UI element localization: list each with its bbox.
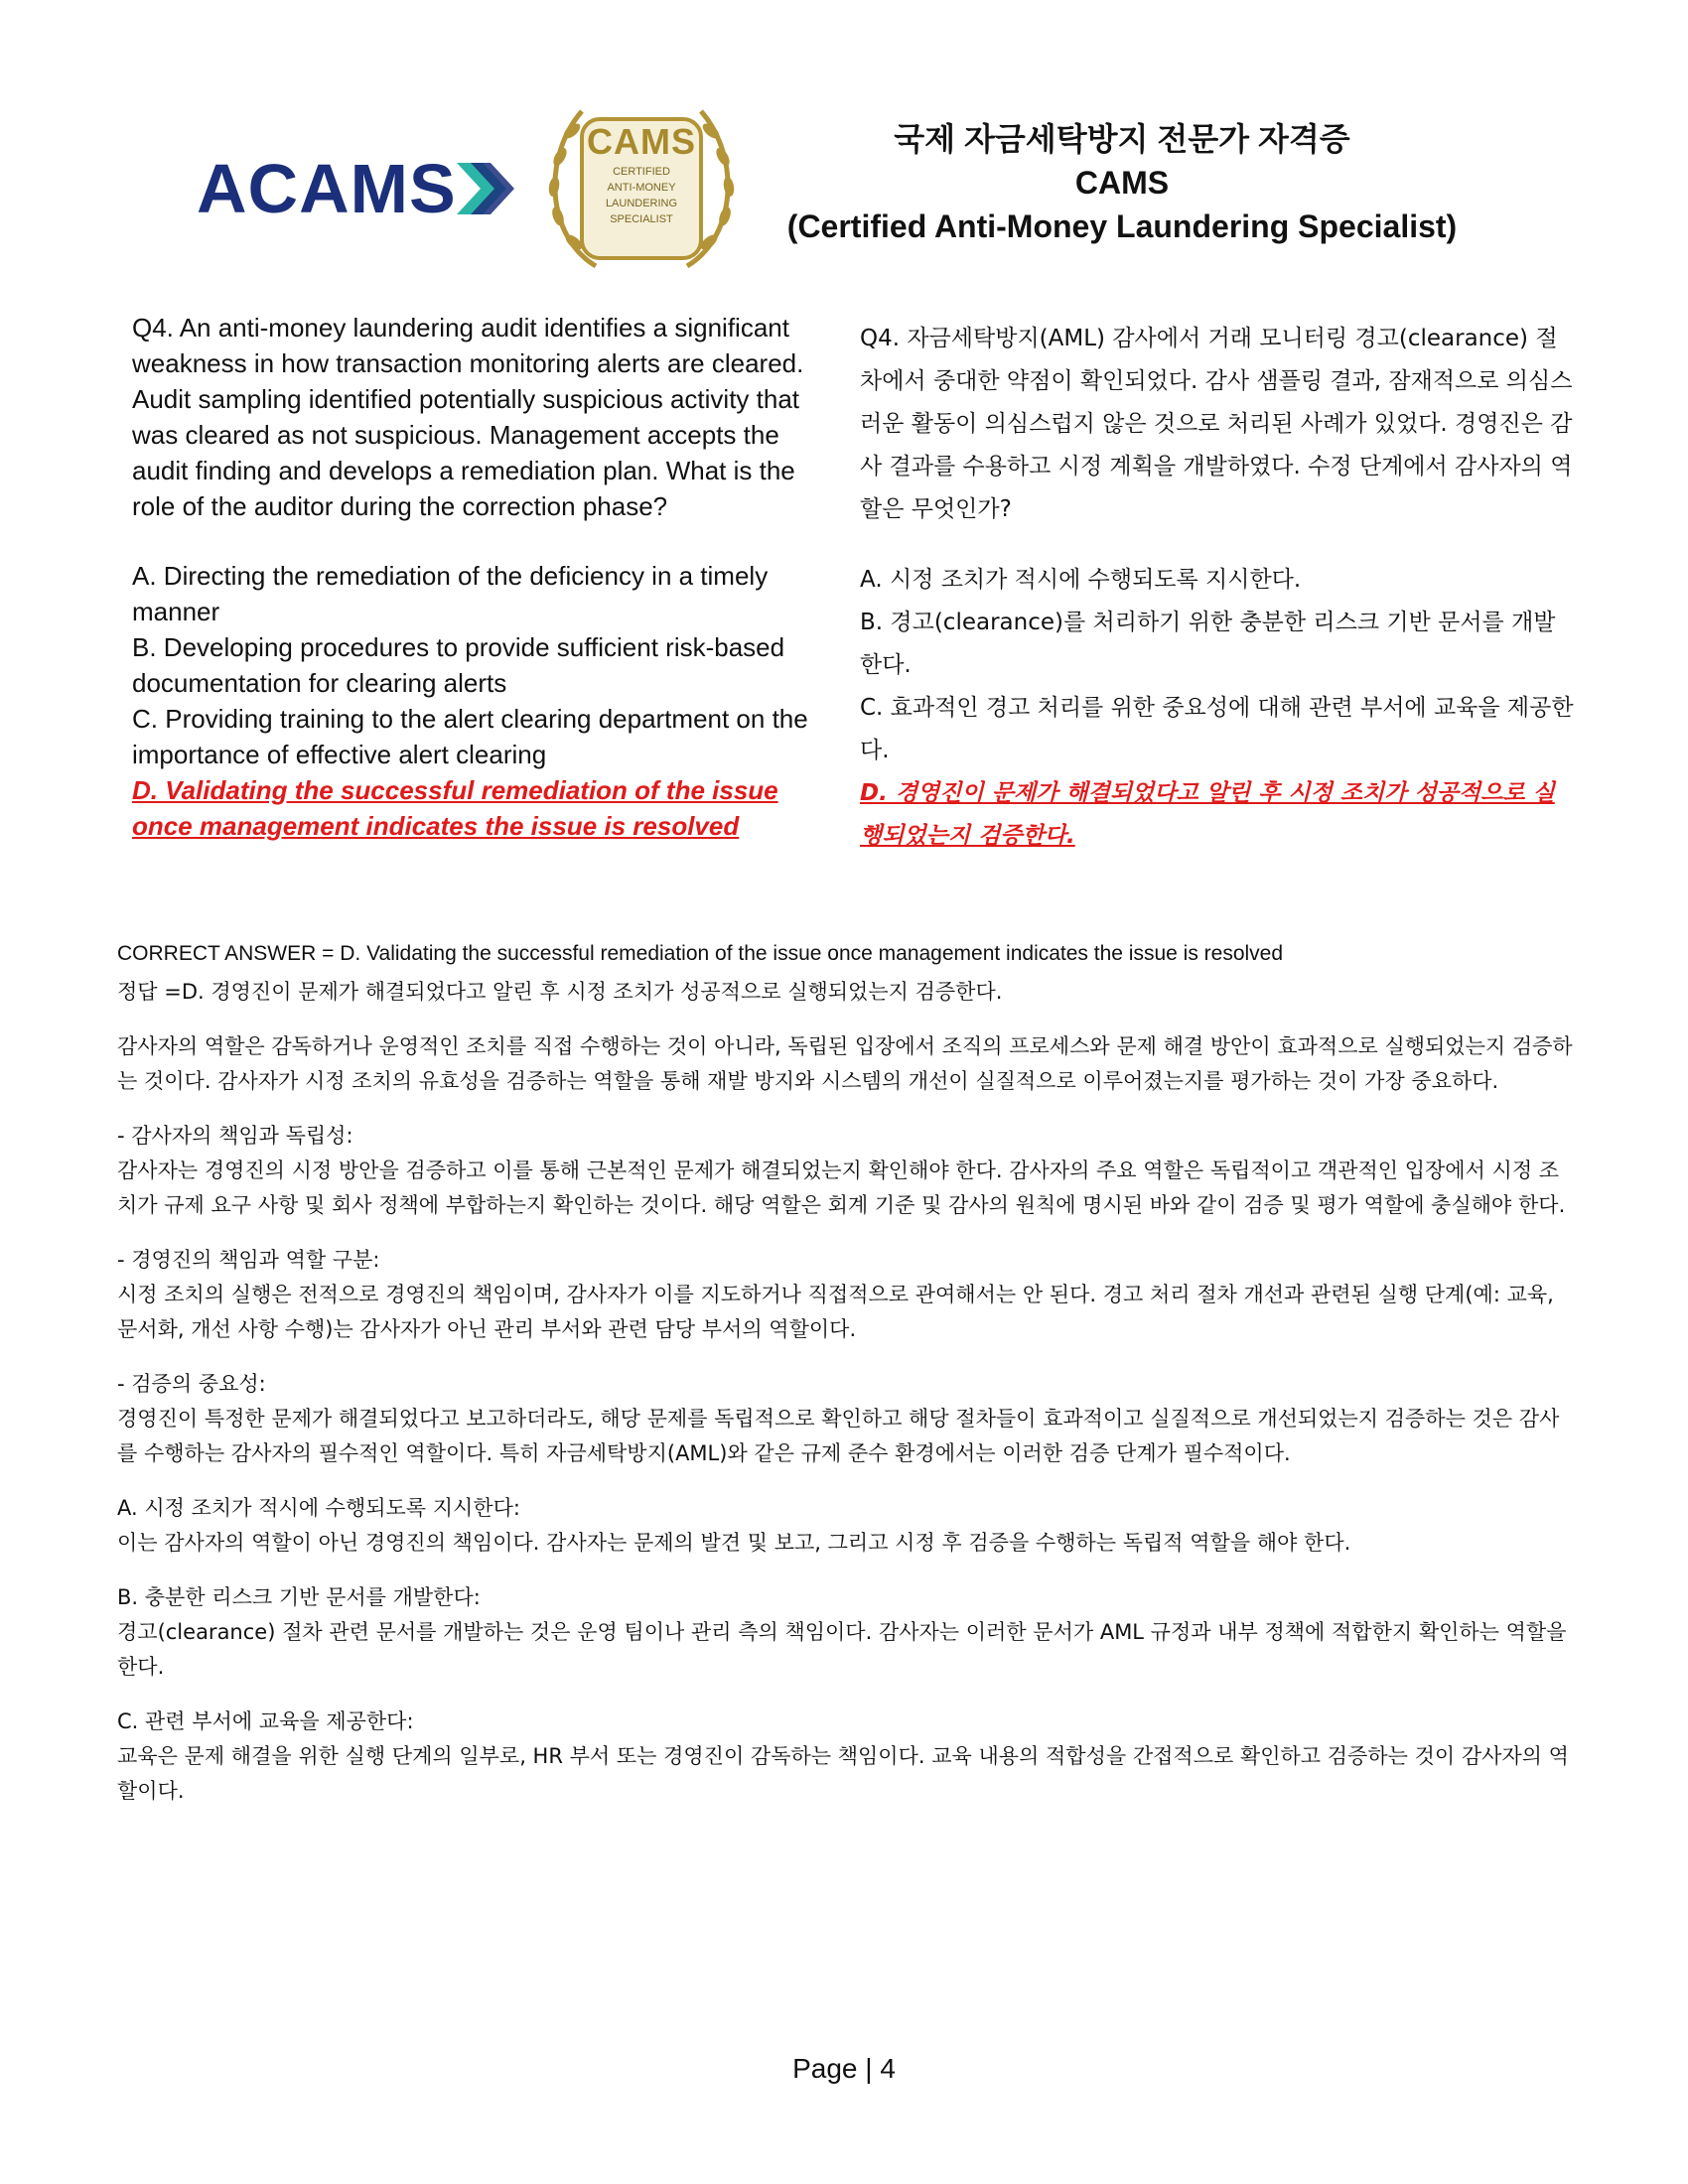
acams-logo [197, 149, 524, 228]
acams-logo-text: ACAMS [197, 150, 457, 227]
explanation [117, 939, 1577, 1829]
section-body: 경영진이 특정한 문제가 해결되었다고 보고하더라도, 해당 문제를 독립적으로 확인하고 해당 절차들이 효과적이고 실질적으로 개선되었는지 검증하는 것은 감사를 수행하는 감사자의 필수적인 역할이다. 특히 자금세탁방지(AML)와 같은 규제 준수 환경에서는 이러한 검증 단계가 필수적이다. [117, 1407, 1560, 1465]
acams-chevron-icon [457, 163, 518, 214]
section-heading: C. 관련 부서에 교육을 제공한다: [117, 1709, 414, 1733]
section-heading: - 검증의 중요성: [117, 1372, 266, 1396]
option-d-ko-correct: D. 경영진이 문제가 해결되었다고 알린 후 시정 조치가 성공적으로 실행되었는지 검증한다. [860, 780, 1555, 849]
question-stem-ko: Q4. 자금세탁방지(AML) 감사에서 거래 모니터링 경고(clearance) 절차에서 중대한 약점이 확인되었다. 감사 샘플링 결과, 잠재적으로 의심스러운 활동이 의심스럽지 않은 것으로 처리된 사례가 있었다. 경영진은 감사 결과를 수용하고 시정 계획을 개발하였다. 수정 단계에서 감사자의 역할은 무엇인가? [860, 326, 1573, 522]
explanation-section [117, 1367, 1577, 1471]
seal-line: CERTIFIED [613, 166, 670, 178]
correct-answer-en: CORRECT ANSWER = D. Validating the successful remediation of the issue once management indicates the issue is resolved [117, 942, 1284, 965]
section-body: 이는 감사자의 역할이 아닌 경영진의 책임이다. 감사자는 문제의 발견 및 보고, 그리고 시정 후 검증을 수행하는 독립적 역할을 해야 한다. [117, 1531, 1351, 1555]
page-header [0, 89, 1688, 288]
seal-title: CAMS [587, 121, 696, 162]
section-body: 감사자는 경영진의 시정 방안을 검증하고 이를 통해 근본적인 문제가 해결되었는지 확인해야 한다. 감사자의 주요 역할은 독립적이고 객관적인 입장에서 시정 조치가 규제 요구 사항 및 회사 정책에 부합하는지 확인하는 것이다. 해당 역할은 회계 기준 및 감사의 원칙에 명시된 바와 같이 검증 및 평가 역할에 충실해야 한다. [117, 1159, 1566, 1217]
seal-line: ANTI-MONEY [607, 182, 676, 194]
section-heading: B. 충분한 리스크 기반 문서를 개발한다: [117, 1585, 481, 1609]
question-korean [860, 318, 1575, 858]
correct-answer-ko: 정답 =D. 경영진이 문제가 해결되었다고 알린 후 시정 조치가 성공적으로 실행되었는지 검증한다. [117, 980, 1003, 1004]
option-c: C. Providing training to the alert clearing department on the importance of effective alert clearing [132, 704, 808, 769]
section-heading: A. 시정 조치가 적시에 수행되도록 지시한다: [117, 1496, 520, 1520]
document-title [765, 117, 1479, 248]
option-b-ko: B. 경고(clearance)를 처리하기 위한 충분한 리스크 기반 문서를 개발한다. [860, 610, 1556, 678]
page-number: Page | 4 [792, 2053, 896, 2084]
section-heading: - 경영진의 책임과 역할 구분: [117, 1248, 380, 1272]
option-a: A. Directing the remediation of the deficiency in a timely manner [132, 561, 769, 626]
seal-text [582, 121, 701, 256]
explanation-section [117, 1491, 1577, 1561]
option-b: B. Developing procedures to provide sufficient risk-based documentation for clearing alerts [132, 632, 785, 698]
question-stem: Q4. An anti-money laundering audit identifies a significant weakness in how transaction monitoring alerts are cleared. Audit sampling identified potentially suspicious activity that was cleared as not suspicious. Management accepts the audit finding and develops a remediation plan. What is the role of the auditor during the correction phase? [132, 313, 804, 521]
section-body: 경고(clearance) 절차 관련 문서를 개발하는 것은 운영 팀이나 관리 측의 책임이다. 감사자는 이러한 문서가 AML 규정과 내부 정책에 적합한지 확인하는 역할을 한다. [117, 1620, 1567, 1679]
title-full: (Certified Anti-Money Laundering Specialist) [786, 208, 1458, 244]
seal-line: SPECIALIST [610, 213, 673, 225]
explanation-section [117, 1705, 1577, 1809]
section-heading: - 감사자의 책임과 독립성: [117, 1124, 353, 1148]
seal-line: LAUNDERING [605, 198, 678, 209]
explanation-intro: 감사자의 역할은 감독하거나 운영적인 조치를 직접 수행하는 것이 아니라, 독립된 입장에서 조직의 프로세스와 문제 해결 방안이 효과적으로 실행되었는지 검증하는 것이다. 감사자가 시정 조치의 유효성을 검증하는 역할을 통해 재발 방지와 시스템의 개선이 실질적으로 이루어졌는지를 평가하는 것이 가장 중요하다. [117, 1034, 1573, 1093]
option-c-ko: C. 효과적인 경고 처리를 위한 중요성에 대해 관련 부서에 교육을 제공한다. [860, 695, 1574, 763]
title-korean: 국제 자금세탁방지 전문가 자격증 [894, 121, 1350, 157]
title-short: CAMS [1074, 165, 1170, 201]
section-body: 교육은 문제 해결을 위한 실행 단계의 일부로, HR 부서 또는 경영진이 감독하는 책임이다. 교육 내용의 적합성을 간접적으로 확인하고 검증하는 것이 감사자의 역할이다. [117, 1744, 1569, 1803]
explanation-section [117, 1243, 1577, 1347]
section-body: 시정 조치의 실행은 전적으로 경영진의 책임이며, 감사자가 이를 지도하거나 직접적으로 관여해서는 안 된다. 경고 처리 절차 개선과 관련된 실행 단계(예: 교육, 문서화, 개선 사항 수행)는 감사자가 아닌 관리 부서와 관련 담당 부서의 역할이다. [117, 1283, 1554, 1341]
explanation-section [117, 1580, 1577, 1685]
option-d-correct: D. Validating the successful remediation of the issue once management indicates the issue is resolved [132, 775, 778, 841]
option-a-ko: A. 시정 조치가 적시에 수행되도록 지시한다. [860, 567, 1302, 593]
explanation-section [117, 1119, 1577, 1223]
question-english [132, 310, 837, 844]
